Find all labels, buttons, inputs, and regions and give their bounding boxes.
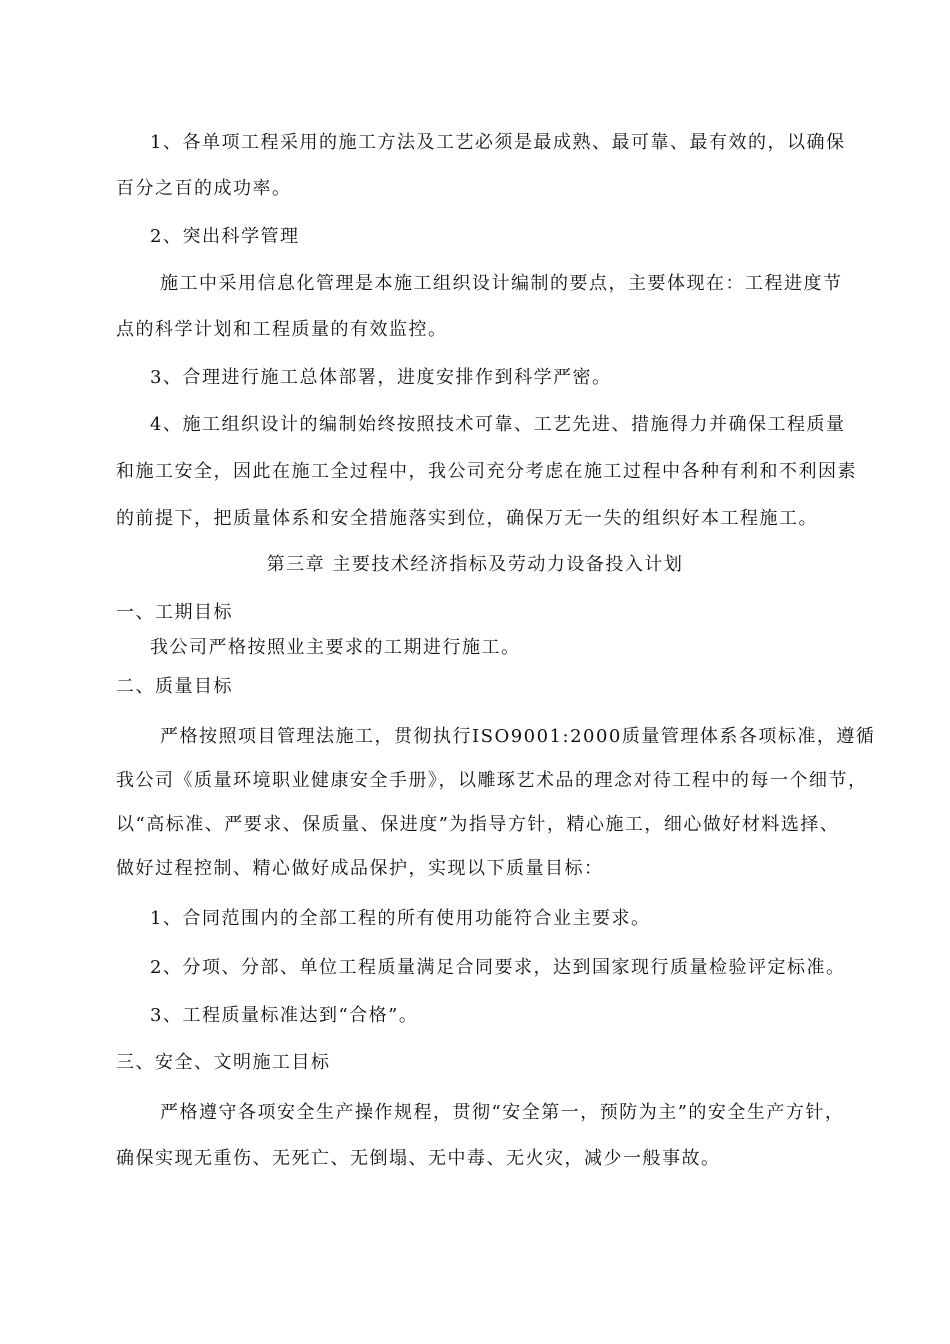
- chapter-title: 第三章 主要技术经济指标及劳动力设备投入计划: [266, 554, 684, 575]
- section-heading: 一、工期目标: [116, 602, 233, 623]
- paragraph-line: 1、合同范围内的全部工程的所有使用功能符合业主要求。: [150, 908, 651, 929]
- paragraph-line: 3、合理进行施工总体部署，进度安排作到科学严密。: [150, 367, 612, 388]
- section-heading: 二、质量目标: [116, 676, 233, 697]
- paragraph-line: 3、工程质量标准达到“合格”。: [150, 1005, 419, 1026]
- section-heading: 三、安全、文明施工目标: [116, 1052, 331, 1073]
- paragraph-line: 百分之百的成功率。: [116, 178, 292, 199]
- section-heading: 2、突出科学管理: [150, 226, 300, 247]
- paragraph-line: 点的科学计划和工程质量的有效监控。: [116, 319, 448, 340]
- paragraph-line: 1、各单项工程采用的施工方法及工艺必须是最成熟、最可靠、最有效的，以确保: [150, 132, 846, 153]
- paragraph-line: 的前提下，把质量体系和安全措施落实到位，确保万无一失的组织好本工程施工。: [116, 508, 818, 529]
- paragraph-line: 我公司《质量环境职业健康安全手册》，以雕琢艺术品的理念对待工程中的每一个细节，: [116, 770, 868, 791]
- paragraph-line: 2、分项、分部、单位工程质量满足合同要求，达到国家现行质量检验评定标准。: [150, 957, 846, 978]
- paragraph-line: 做好过程控制、精心做好成品保护，实现以下质量目标：: [116, 858, 604, 879]
- paragraph-line: 严格按照项目管理法施工，贯彻执行ISO9001:2000质量管理体系各项标准，遵循: [160, 726, 876, 747]
- paragraph-line: 以“高标准、严要求、保质量、保进度”为指导方针，精心施工，细心做好材料选择、: [116, 814, 840, 835]
- paragraph-line: 我公司严格按照业主要求的工期进行施工。: [150, 637, 521, 658]
- paragraph-line: 和施工安全，因此在施工全过程中，我公司充分考虑在施工过程中各种有利和不利因素: [116, 461, 857, 482]
- paragraph-line: 4、施工组织设计的编制始终按照技术可靠、工艺先进、措施得力并确保工程质量: [150, 414, 846, 435]
- paragraph-line: 确保实现无重伤、无死亡、无倒塌、无中毒、无火灾，减少一般事故。: [116, 1148, 721, 1169]
- paragraph-line: 施工中采用信息化管理是本施工组织设计编制的要点，主要体现在：工程进度节: [160, 273, 843, 294]
- paragraph-line: 严格遵守各项安全生产操作规程，贯彻“安全第一，预防为主”的安全生产方针，: [160, 1102, 845, 1123]
